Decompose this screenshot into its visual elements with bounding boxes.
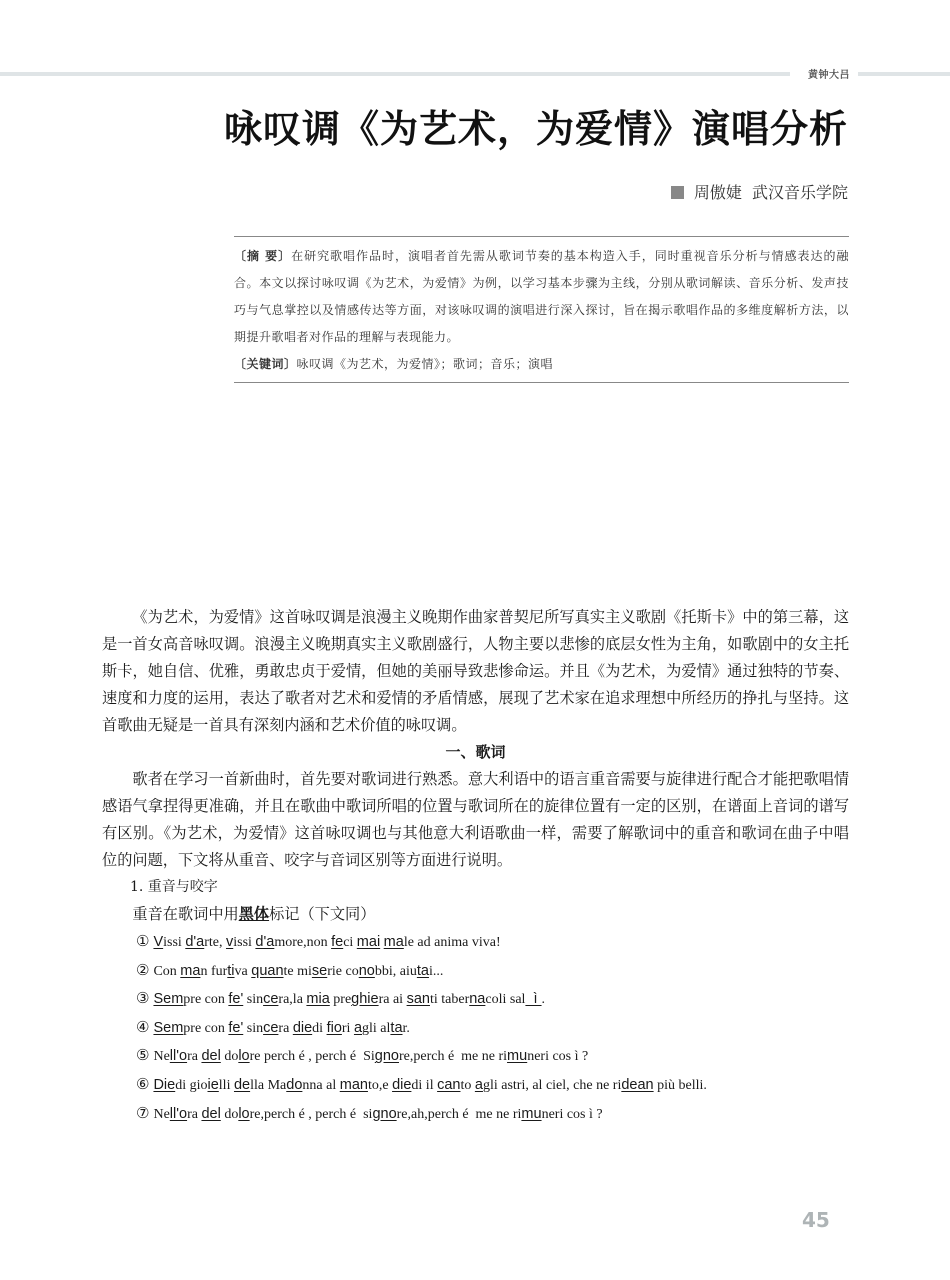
lyric-text: ra ai	[378, 992, 407, 1008]
keywords-paragraph	[234, 351, 849, 378]
stressed-syllable: d'a	[255, 934, 275, 950]
stressed-syllable: se	[311, 962, 328, 979]
stressed-syllable: Sem	[153, 991, 184, 1008]
stressed-syllable: ll'o	[169, 1048, 188, 1065]
body-text	[102, 604, 849, 1128]
lyric-text: to,e	[367, 1077, 393, 1093]
section-heading: 一、歌词	[445, 743, 506, 761]
abstract-paragraph	[234, 243, 849, 351]
lyric-text: Con	[153, 963, 181, 979]
stressed-syllable: V	[153, 934, 164, 950]
stressed-syllable: ce	[263, 1019, 279, 1036]
stressed-syllable: Die	[153, 1076, 176, 1093]
square-bullet-icon	[671, 186, 684, 199]
stressed-syllable: ta	[416, 962, 429, 979]
lyric-text: more,non	[274, 935, 332, 950]
lyric-text: coli sal	[485, 992, 526, 1008]
stressed-syllable: ma	[180, 962, 201, 979]
journal-name: 黄钟大吕	[808, 70, 850, 81]
stressed-syllable: lo	[238, 1048, 250, 1065]
stressed-syllable: fio	[326, 1019, 342, 1036]
stressed-syllable: mu	[521, 1105, 542, 1122]
stressed-syllable: fe'	[228, 991, 244, 1008]
lyric-text: gli al	[362, 1020, 391, 1036]
abstract-text: 在研究歌唱作品时，演唱者首先需从歌词节奏的基本构造入手，同时重视音乐分析与情感表达的融合。本文以探讨咏叹调《为艺术，为爱情》为例，以学习基本步骤为主线，分别从歌词解读、音乐分析、发声技巧与气息掌控以及情感传达等方面，对该咏叹调的演唱进行深入探讨，旨在揭示歌唱作品的多维度解析方法，以期提升歌唱者对作品的理解与表现能力。	[234, 249, 849, 344]
lyric-text: ti taber	[429, 992, 470, 1008]
lyric-text: di gio	[175, 1077, 208, 1093]
lyric-line	[102, 1100, 849, 1129]
stressed-syllable: del	[201, 1048, 221, 1065]
lyric-text: pre	[329, 992, 352, 1008]
section1-paragraph: 歌者在学习一首新曲时，首先要对歌词进行熟悉。意大利语中的语言重音需要与旋律进行配合才能把歌唱情感语气拿捏得更准确，并且在歌曲中歌词所唱的位置与歌词所在的旋律位置有一定的区别，在谱面上音词的谱写有区别。《为艺术，为爱情》这首咏叹调也与其他意大利语歌曲一样，需要了解歌词中的重音和歌词在曲子中唱位的问题，下文将从重音、咬字与音词区别等方面进行说明。	[102, 770, 849, 869]
lyric-text: lla Ma	[250, 1077, 287, 1093]
subheading: 1. 重音与咬字	[130, 879, 218, 895]
stressed-syllable: fe	[331, 934, 344, 950]
stressed-syllable: ta	[390, 1019, 403, 1036]
abstract-label: 〔摘 要〕	[234, 249, 292, 263]
lyric-text: va	[234, 963, 252, 979]
lyric-text: gli astri, al ciel, che ne ri	[482, 1077, 622, 1093]
stressed-syllable: v	[225, 934, 234, 950]
stressed-syllable: mu	[507, 1048, 528, 1065]
lyric-number: ⑦	[136, 1103, 150, 1122]
lyric-text: re perch é , perch é Si	[249, 1049, 375, 1065]
accent-note-bold: 黑体	[238, 905, 270, 923]
author-name-affiliation: 周傲婕 武汉音乐学院	[693, 183, 848, 202]
lyric-text: Ne	[153, 1106, 170, 1122]
intro-paragraph: 《为艺术，为爱情》这首咏叹调是浪漫主义晚期作曲家普契尼所写真实主义歌剧《托斯卡》中的第三幕，这是一首女高音咏叹调。浪漫主义晚期真实主义歌剧盛行，人物主要以悲惨的底层女性为主角，如歌剧中的女主托斯卡，她自信、优雅，勇敢忠贞于爱情，但她的美丽导致悲惨命运。并且《为艺术，为爱情》通过独特的节奏、速度和力度的运用，表达了歌者对艺术和爱情的矛盾情感，展现了艺术家在追求理想中所经历的挣扎与坚持。这首歌曲无疑是一首具有深刻内涵和艺术价值的咏叹调。	[102, 608, 849, 734]
lyric-text: ra,la	[278, 992, 307, 1008]
lyric-text: neri cos ì ?	[541, 1106, 603, 1122]
lyric-text: issi	[233, 935, 256, 950]
lyric-text: i...	[428, 963, 444, 979]
stressed-syllable: ll'o	[169, 1105, 188, 1122]
lyric-line	[102, 1042, 849, 1071]
header-rule-right	[858, 72, 950, 76]
stressed-syllable: lo	[238, 1105, 250, 1122]
stressed-syllable: Sem	[153, 1019, 184, 1036]
lyric-text: n fur	[200, 963, 228, 979]
lyric-text: di il	[411, 1077, 438, 1093]
lyric-line	[102, 957, 849, 986]
lyric-text: sin	[243, 1020, 264, 1036]
stressed-syllable: no	[358, 962, 375, 979]
lyric-text: re,ah,perch é me ne ri	[396, 1106, 522, 1122]
lyric-number: ②	[136, 960, 150, 979]
stressed-syllable: die	[292, 1019, 313, 1036]
article-title: 咏叹调《为艺术，为爱情》演唱分析	[223, 106, 848, 151]
lyric-text: pre con	[183, 992, 229, 1008]
lyric-text: pre con	[183, 1020, 229, 1036]
stressed-syllable: ì	[525, 991, 542, 1008]
stressed-syllable: mai	[356, 934, 381, 950]
stressed-syllable: quan	[251, 962, 284, 979]
lyric-text: rie co	[327, 963, 359, 979]
lyric-text: Ne	[153, 1049, 170, 1065]
lyric-number: ⑤	[136, 1046, 150, 1065]
lyric-text: le ad anima viva!	[403, 935, 501, 950]
stressed-syllable: de	[233, 1076, 251, 1093]
lyric-text: sin	[243, 992, 264, 1008]
lyric-text: r.	[402, 1020, 410, 1036]
stressed-syllable: d'a	[185, 934, 205, 950]
lyric-number: ①	[136, 932, 150, 950]
lyric-text: ra	[187, 1049, 202, 1065]
lyric-text: to	[460, 1077, 475, 1093]
accent-note-before: 重音在歌词中用	[132, 905, 239, 923]
accent-note-after: 标记（下文同）	[269, 905, 376, 923]
lyric-line	[102, 1014, 849, 1043]
lyric-text: di	[312, 1020, 327, 1036]
stressed-syllable: ce	[263, 991, 279, 1008]
stressed-syllable: ma	[383, 934, 404, 950]
lyric-text: te mi	[283, 963, 312, 979]
lyric-text: neri cos ì ?	[527, 1049, 589, 1065]
stressed-syllable: del	[201, 1105, 221, 1122]
accent-note	[102, 901, 849, 928]
abstract-box	[234, 236, 849, 383]
stressed-syllable: gno	[374, 1048, 399, 1065]
lyric-text: .	[541, 992, 546, 1008]
header-rule	[0, 72, 790, 76]
lyric-text: ci	[343, 935, 357, 950]
keywords-text: 咏叹调《为艺术，为爱情》；歌词；音乐；演唱	[296, 357, 554, 371]
lyric-text: ri	[341, 1020, 354, 1036]
lyric-text: do	[220, 1106, 239, 1122]
keywords-label: 〔关键词〕	[234, 357, 297, 371]
lyric-line	[102, 928, 849, 957]
stressed-syllable: die	[392, 1076, 412, 1093]
stressed-syllable: san	[406, 991, 430, 1008]
stressed-syllable: a	[474, 1076, 483, 1093]
lyric-text: re,perch é , perch é si	[249, 1106, 373, 1122]
stressed-syllable: ti	[227, 962, 235, 979]
stressed-syllable: mia	[306, 991, 330, 1008]
page-number: 45	[802, 1208, 830, 1232]
lyric-text: lli	[218, 1077, 234, 1093]
author-line	[671, 180, 848, 203]
stressed-syllable: ghie	[351, 991, 379, 1008]
stressed-syllable: a	[353, 1019, 363, 1036]
lyric-text: do	[220, 1049, 239, 1065]
lyric-text: ra	[187, 1106, 202, 1122]
stressed-syllable: fe'	[228, 1019, 244, 1036]
lyric-text: ra	[278, 1020, 293, 1036]
stressed-syllable: ie	[207, 1076, 219, 1093]
stressed-syllable: gno	[372, 1105, 397, 1122]
lyric-text: rte,	[204, 935, 226, 950]
lyric-text: bbi, aiu	[374, 963, 417, 979]
lyric-text: più belli.	[653, 1077, 707, 1093]
lyric-text: nna al	[302, 1077, 340, 1093]
stressed-syllable: man	[339, 1076, 368, 1093]
lyric-number: ⑥	[136, 1074, 150, 1093]
stressed-syllable: can	[437, 1076, 461, 1093]
lyric-text: re,perch é me ne ri	[398, 1049, 508, 1065]
lyric-line	[102, 1071, 849, 1100]
lyric-number: ④	[136, 1017, 150, 1036]
lyric-number: ③	[136, 989, 150, 1008]
stressed-syllable: do	[286, 1076, 303, 1093]
lyric-line	[102, 985, 849, 1014]
lyric-text: issi	[163, 935, 186, 950]
stressed-syllable: dean	[621, 1076, 654, 1093]
lyrics-list	[102, 928, 849, 1128]
stressed-syllable: na	[469, 991, 486, 1008]
